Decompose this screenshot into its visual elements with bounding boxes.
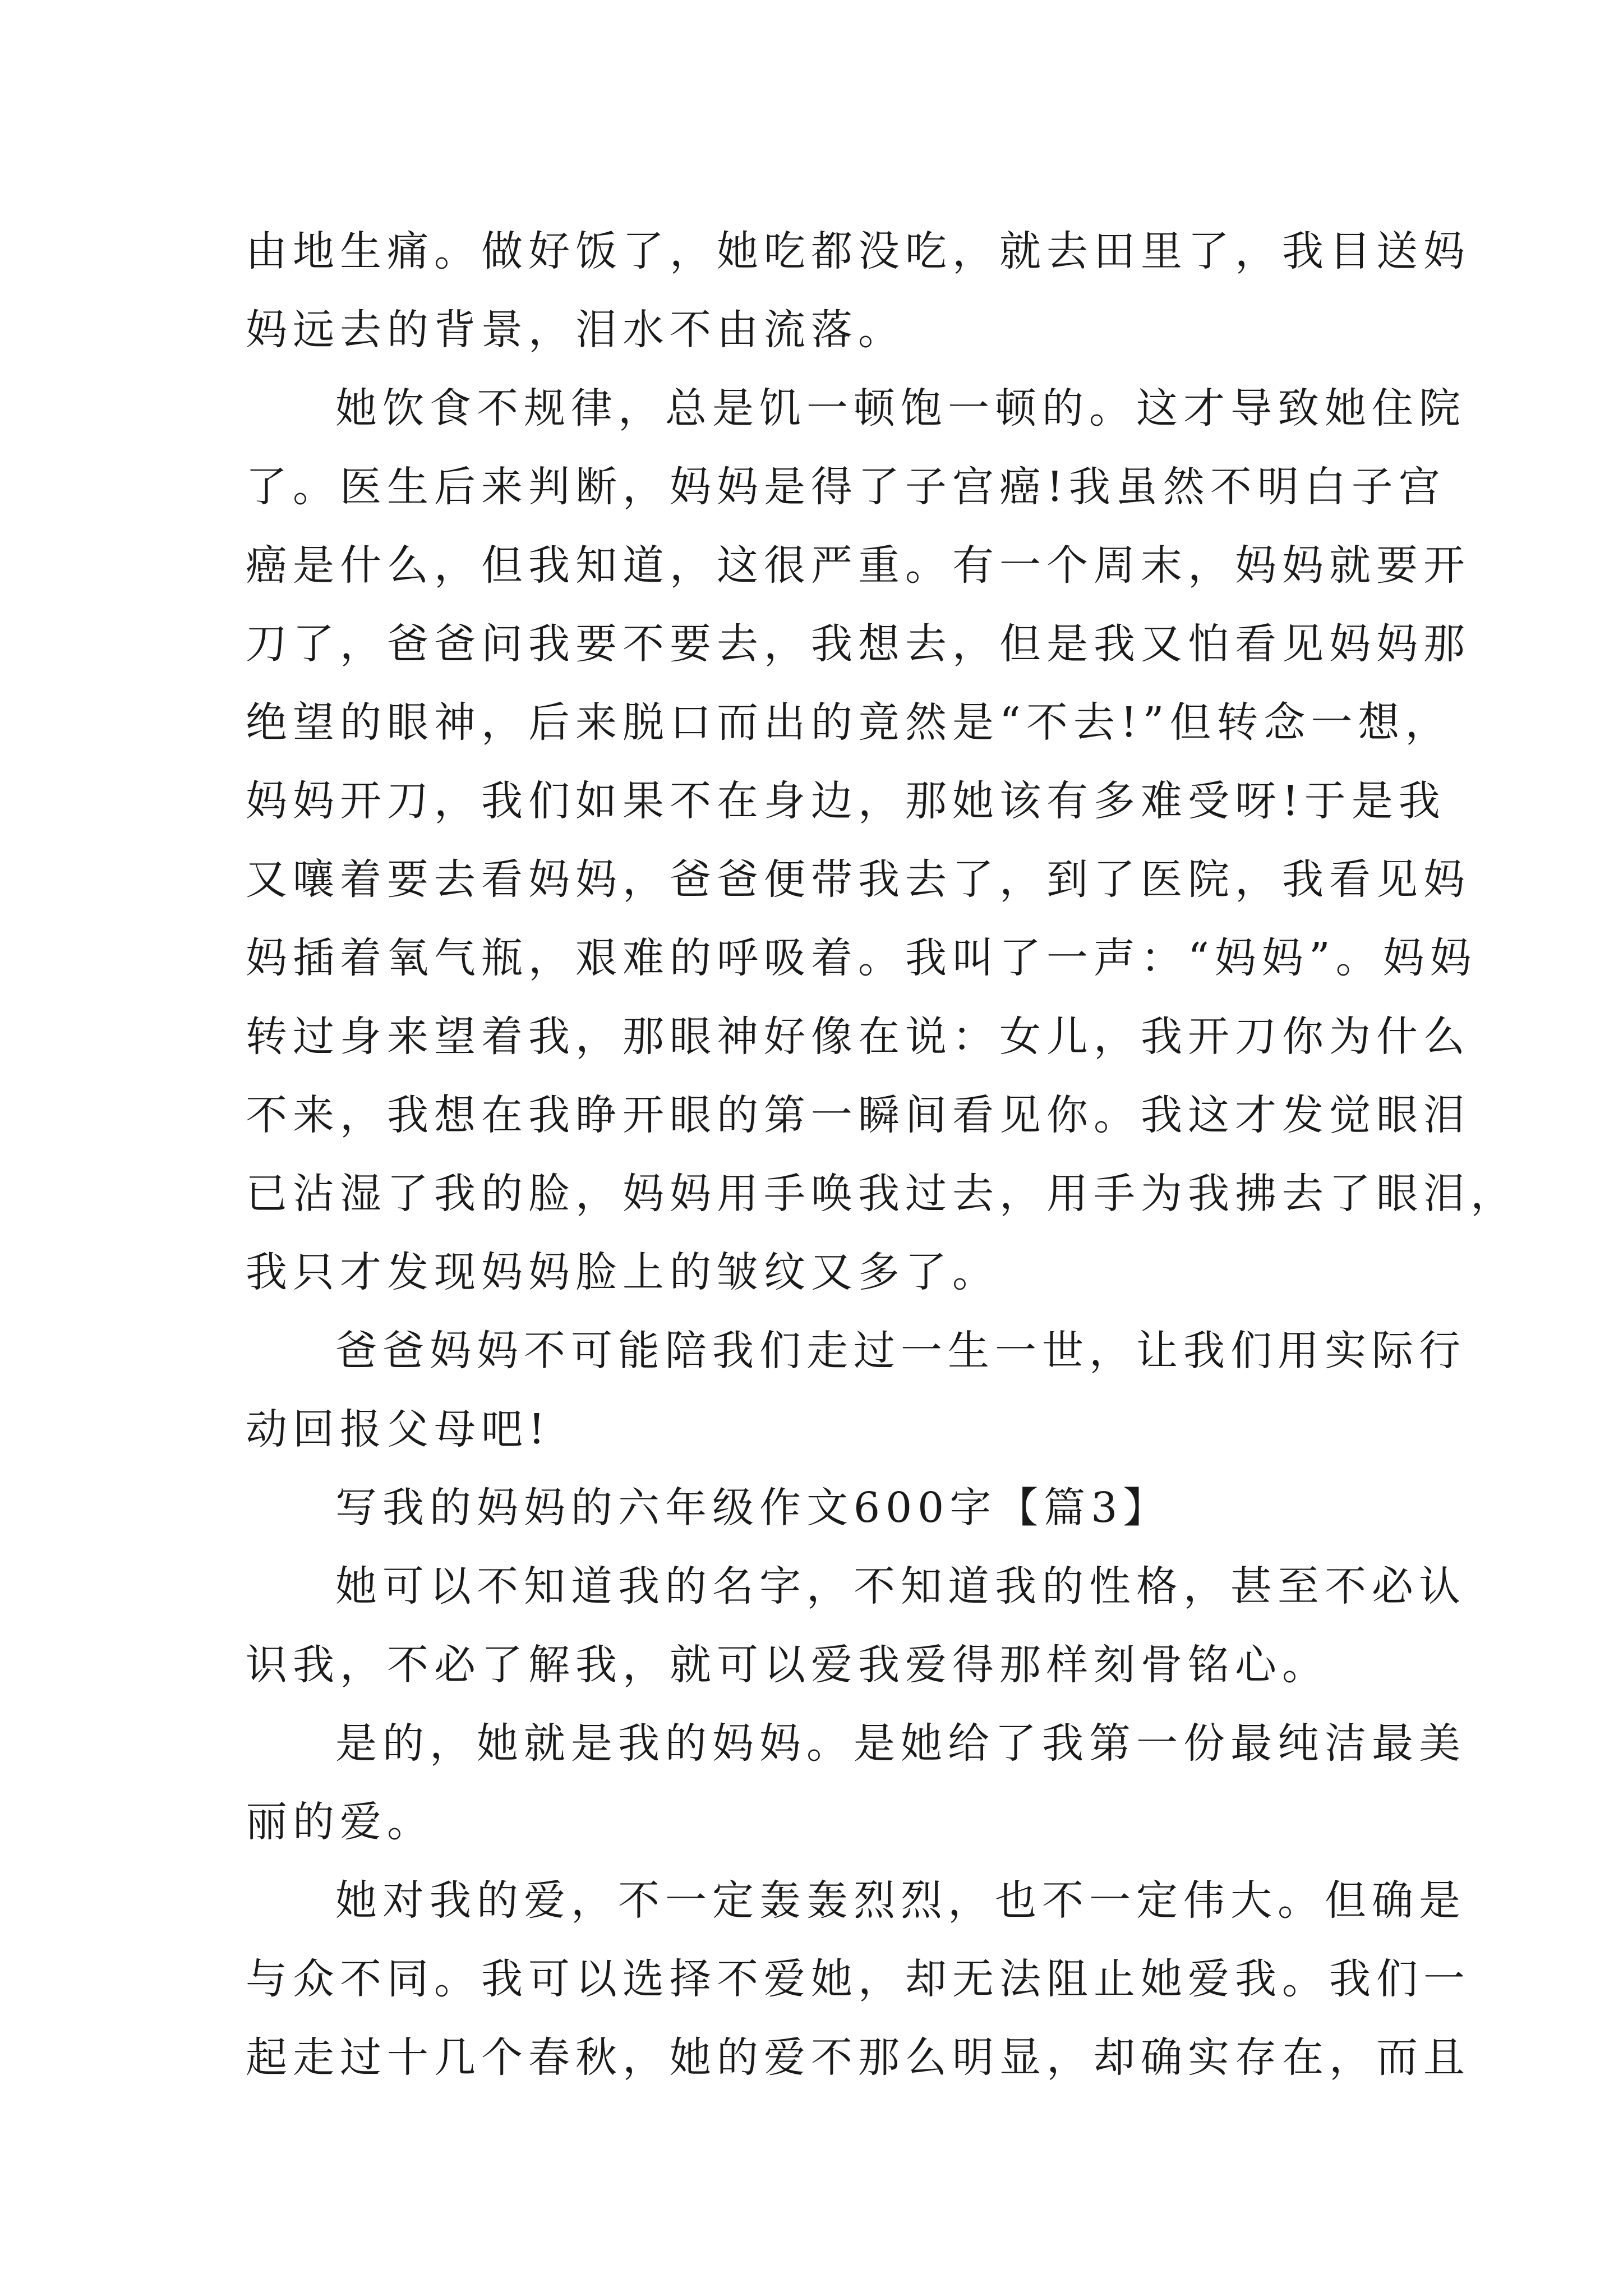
- paragraph-start-line: 她对我的爱，不一定轰轰烈烈，也不一定伟大。但确是: [335, 1876, 1466, 1925]
- paragraph-start-line: 是的，她就是我的妈妈。是她给了我第一份最纯洁最美: [335, 1719, 1466, 1768]
- paragraph-start-line: 爸爸妈妈不可能陪我们走过一生一世，让我们用实际行: [335, 1327, 1466, 1375]
- text-line: 癌是什么，但我知道，这很严重。有一个周末，妈妈就要开: [246, 541, 1470, 590]
- text-line: 又嚷着要去看妈妈，爸爸便带我去了，到了医院，我看见妈: [246, 855, 1470, 904]
- text-line: 绝望的眼神，后来脱口而出的竟然是“不去!”但转念一想，: [246, 698, 1453, 747]
- text-line: 动回报父母吧!: [246, 1405, 551, 1453]
- text-line: 由地生痛。做好饭了，她吃都没吃，就去田里了，我目送妈: [246, 227, 1470, 275]
- paragraph-start-line: 她可以不知道我的名字，不知道我的性格，甚至不必认: [335, 1562, 1466, 1611]
- text-line: 丽的爱。: [246, 1798, 434, 1846]
- text-line: 我只才发现妈妈脸上的皱纹又多了。: [246, 1248, 999, 1296]
- section-heading: 写我的妈妈的六年级作文600字【篇3】: [335, 1484, 1170, 1532]
- text-line: 了。医生后来判断，妈妈是得了子宫癌!我虽然不明白子宫: [246, 463, 1446, 511]
- document-body: [246, 212, 1518, 2097]
- paragraph-start-line: 她饮食不规律，总是饥一顿饱一顿的。这才导致她住院: [335, 384, 1466, 432]
- text-line: 转过身来望着我，那眼神好像在说：女儿，我开刀你为什么: [246, 1013, 1470, 1061]
- text-line: 妈妈开刀，我们如果不在身边，那她该有多难受呀!于是我: [246, 777, 1446, 825]
- text-line: 起走过十几个春秋，她的爱不那么明显，却确实存在，而且: [246, 2033, 1470, 2082]
- text-line: 妈插着氧气瓶，艰难的呼吸着。我叫了一声：“妈妈”。妈妈: [246, 934, 1477, 982]
- text-line: 妈远去的背景，泪水不由流落。: [246, 306, 905, 354]
- text-line: 刀了，爸爸问我要不要去，我想去，但是我又怕看见妈妈那: [246, 620, 1470, 668]
- text-line: 识我，不必了解我，就可以爱我爱得那样刻骨铭心。: [246, 1641, 1329, 1689]
- text-line: 已沾湿了我的脸，妈妈用手唤我过去，用手为我拂去了眼泪，: [246, 1170, 1518, 1218]
- text-line: 不来，我想在我睁开眼的第一瞬间看见你。我这才发觉眼泪: [246, 1091, 1470, 1139]
- text-line: 与众不同。我可以选择不爱她，却无法阻止她爱我。我们一: [246, 1955, 1470, 2003]
